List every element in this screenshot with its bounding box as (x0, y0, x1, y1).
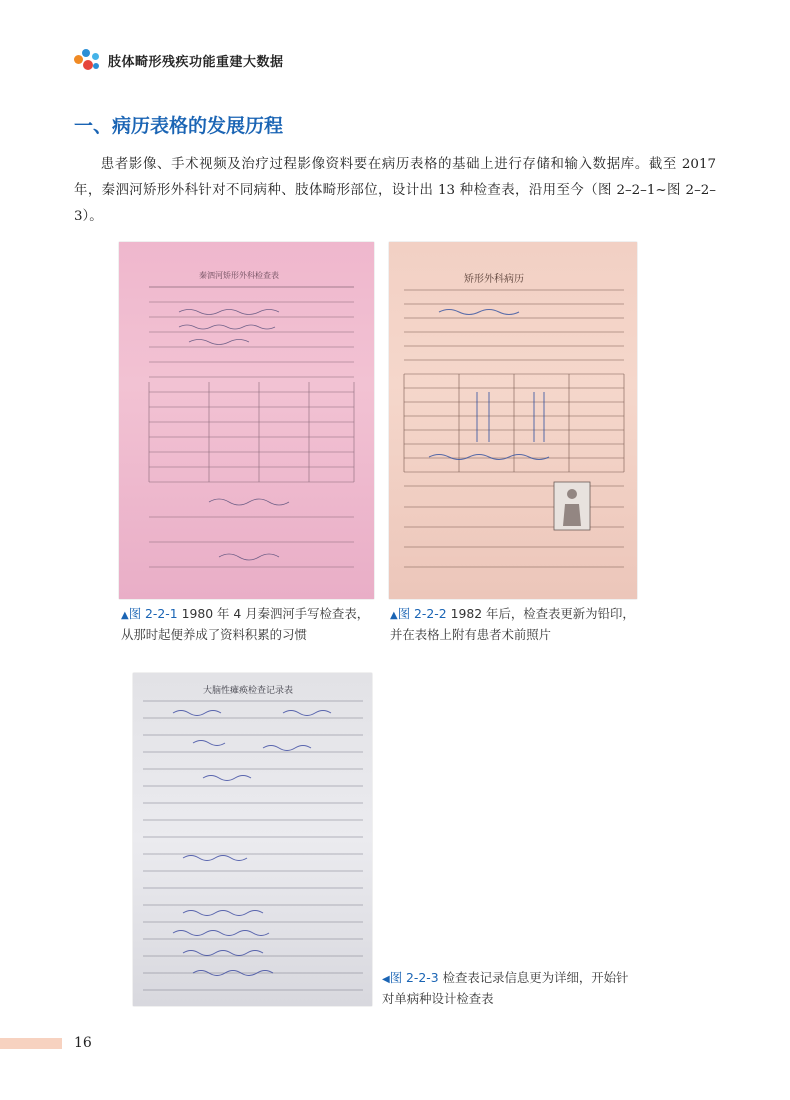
logo-icon (74, 47, 102, 73)
triangle-left-icon: ◀ (382, 974, 390, 985)
figure-2-2-1-image (119, 242, 374, 599)
header-title: 肢体畸形残疾功能重建大数据 (108, 54, 284, 70)
figure-label: 图 2-2-2 (397, 606, 447, 621)
svg-text:矫形外科病历: 矫形外科病历 (464, 274, 524, 285)
figure-label: 图 2-2-3 (389, 970, 439, 985)
footer-accent-bar (0, 1038, 62, 1049)
body-paragraph: 患者影像、手术视频及治疗过程影像资料要在病历表格的基础上进行存储和输入数据库。截至 2017 年，秦泗河矫形外科针对不同病种、肢体畸形部位，设计出 13 种检查表，沿用至今（图 2–2–1~图 2–2–3）。 (74, 157, 716, 224)
figure-2-2-2-caption (390, 604, 640, 644)
triangle-up-icon: ▲ (390, 610, 398, 621)
svg-text:秦泗河矫形外科检查表: 秦泗河矫形外科检查表 (199, 271, 279, 280)
running-header (74, 47, 284, 73)
page-number: 16 (74, 1035, 92, 1051)
triangle-up-icon: ▲ (121, 610, 129, 621)
section-title: 一、病历表格的发展历程 (74, 115, 284, 137)
figure-2-2-1-caption (121, 604, 376, 644)
figure-2-2-3-image (133, 673, 372, 1006)
caption-text: 检查表记录信息更为详细，开始针对单病种设计检查表 (382, 970, 629, 1006)
figure-label: 图 2-2-1 (128, 606, 178, 621)
figure-2-2-2-image (389, 242, 637, 599)
figure-2-2-3-caption (382, 968, 632, 1008)
caption-text: 1980 年 4 月秦泗河手写检查表，从那时起便养成了资料积累的习惯 (121, 606, 370, 642)
svg-text:大脑性瘫痪检查记录表: 大脑性瘫痪检查记录表 (203, 686, 294, 696)
caption-text: 1982 年后，检查表更新为铅印，并在表格上附有患者术前照片 (390, 606, 635, 642)
